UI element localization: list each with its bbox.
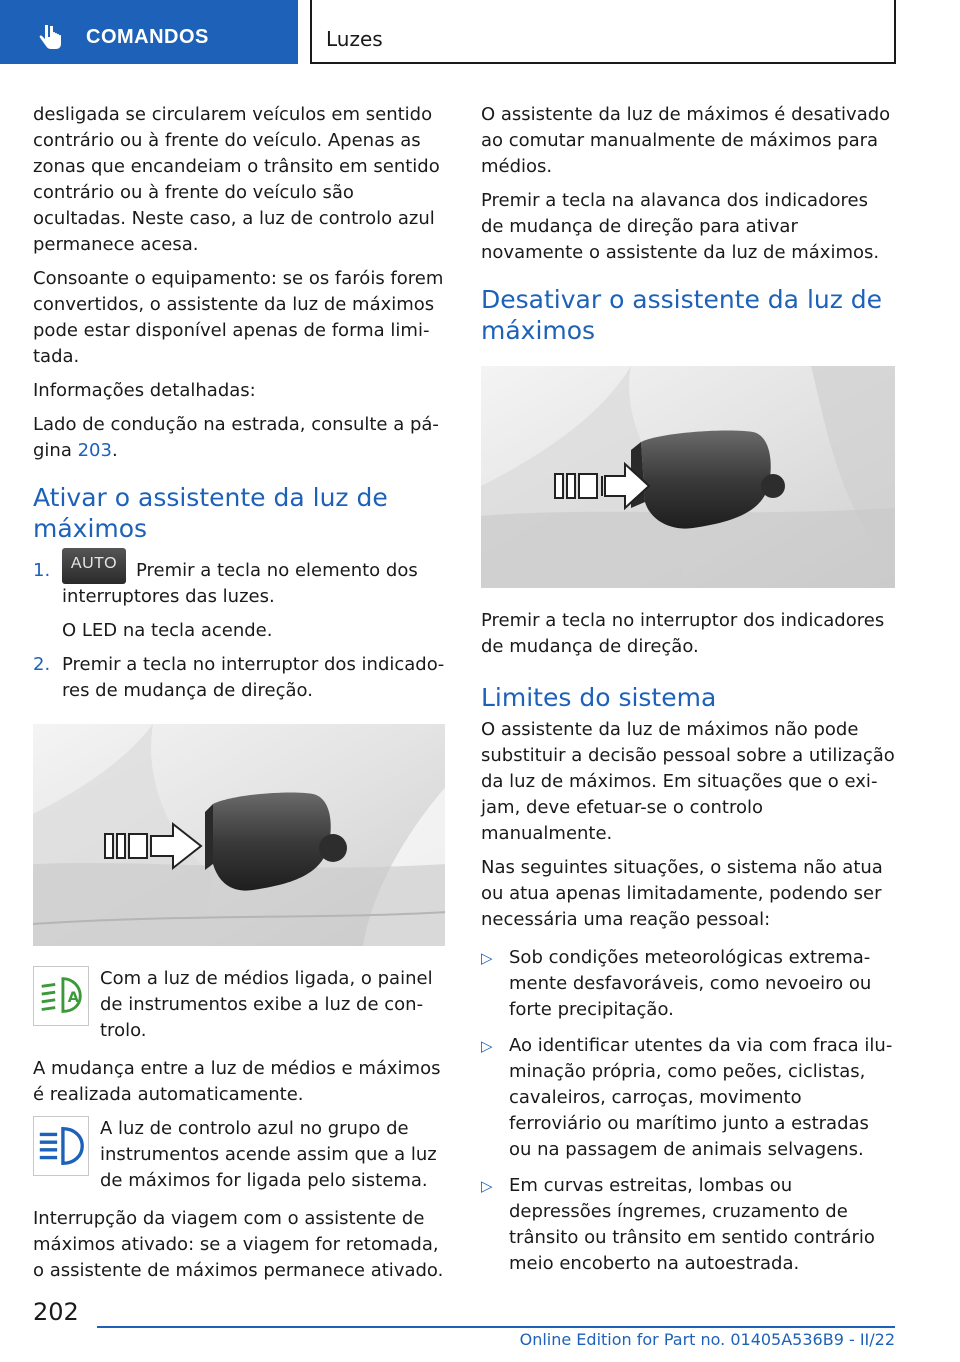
list-item-text: Ao identificar utentes da via com fraca iluminação própria, como peões, ciclistas, cavaleiros, carroças, movimento ferroviário ou marítimo junto a estradas ou na passagem de animais selvagens. <box>509 1035 893 1160</box>
paragraph-end: . <box>111 440 118 461</box>
indicator-description: Com a luz de médios ligada, o painel de instrumentos exibe a luz de controlo. <box>100 968 433 1041</box>
bullet-triangle-icon: ▷ <box>481 1177 493 1195</box>
list-item-text: Sob condições meteorológicas extremamente desfavoráveis, como nevoeiro ou forte precipitação. <box>509 947 872 1020</box>
paragraph <box>33 412 445 464</box>
high-beam-indicator-row <box>33 1116 445 1194</box>
section-label: COMANDOS <box>86 26 209 48</box>
high-beam-indicator-icon <box>33 1116 89 1176</box>
paragraph: Consoante o equipamento: se os faróis forem convertidos, o assistente da luz de máximos pode estar disponível apenas de forma limitada. <box>33 268 444 367</box>
step-number: 2. <box>33 654 51 675</box>
stalk-illustration <box>481 366 895 588</box>
step-text: Premir a tecla no interruptor dos indicadores de mudança de direção. <box>62 654 445 701</box>
footer-divider <box>97 1326 895 1328</box>
section-heading: Limites do sistema <box>481 683 717 712</box>
step-text: Premir a tecla no elemento dos interruptores das luzes. <box>62 560 418 607</box>
paragraph: Premir a tecla na alavanca dos indicadores de mudança de direção para ativar novamente o assistente da luz de máximos. <box>481 190 880 263</box>
edition-note: Online Edition for Part no. 01405A536B9 - II/22 <box>519 1330 895 1349</box>
paragraph: O assistente da luz de máximos é desativado ao comutar manualmente de máximos para médios. <box>481 104 891 177</box>
paragraph: O assistente da luz de máximos não pode substituir a decisão pessoal sobre a utilização da luz de máximos. Em situações que o exijam, deve efetuar-se o controlo manualmente. <box>481 719 895 844</box>
image-caption: Premir a tecla no interruptor dos indicadores de mudança de direção. <box>481 610 885 657</box>
bullet-triangle-icon: ▷ <box>481 1037 493 1055</box>
chapter-title: Luzes <box>326 27 383 51</box>
high-beam-assist-indicator-icon <box>33 966 89 1026</box>
svg-text:A: A <box>67 989 79 1006</box>
right-column <box>481 102 895 1287</box>
list-item-text: Em curvas estreitas, lombas ou depressões íngremes, cruzamento de trânsito ou trânsito em sentido contrário meio encoberto na autoestrada. <box>509 1175 875 1274</box>
step-subtext-label: O LED na tecla acende. <box>62 620 273 641</box>
bullet-triangle-icon: ▷ <box>481 949 493 967</box>
hand-pointer-icon <box>36 22 66 52</box>
left-column <box>33 102 445 1292</box>
list-item <box>481 1173 895 1277</box>
turn-signal-stalk-image <box>33 724 445 946</box>
paragraph: Informações detalhadas: <box>33 380 256 401</box>
page-link[interactable]: 203 <box>77 440 112 461</box>
step-item <box>33 652 445 704</box>
auto-button-icon: AUTO <box>62 548 126 584</box>
low-beam-indicator-row <box>33 966 445 1044</box>
paragraph: desligada se circularem veículos em sentido contrário ou à frente do veículo. Apenas as zonas que encandeiam o trânsito em sentido contrário ou à frente do veículo são ocultadas. Neste caso, a luz de controlo azul permanece acesa. <box>33 104 440 255</box>
paragraph: Nas seguintes situações, o sistema não atua ou atua apenas limitadamente, podendo ser necessária uma reação pessoal: <box>481 857 883 930</box>
turn-signal-stalk-image <box>481 366 895 588</box>
step-subtext <box>33 618 445 644</box>
page-number: 202 <box>33 1298 79 1326</box>
chapter-header <box>310 0 896 64</box>
paragraph: A mudança entre a luz de médios e máximos é realizada automaticamente. <box>33 1058 441 1105</box>
step-number: 1. <box>33 560 51 581</box>
section-heading: Ativar o assistente da luz de máximos <box>33 483 388 543</box>
section-heading: Desativar o assistente da luz de máximos <box>481 285 883 345</box>
step-item <box>33 555 445 610</box>
paragraph: Interrupção da viagem com o assistente de máximos ativado: se a viagem for retomada, o assistente de máximos permanece ativado. <box>33 1208 444 1281</box>
list-item <box>481 945 895 1023</box>
list-item <box>481 1033 895 1163</box>
indicator-description: A luz de controlo azul no grupo de instrumentos acende assim que a luz de máximos for ligada pelo sistema. <box>100 1118 437 1191</box>
stalk-illustration <box>33 724 445 946</box>
paragraph-text: Lado de condução na estrada, consulte a página <box>33 414 439 461</box>
section-tab <box>0 0 298 64</box>
